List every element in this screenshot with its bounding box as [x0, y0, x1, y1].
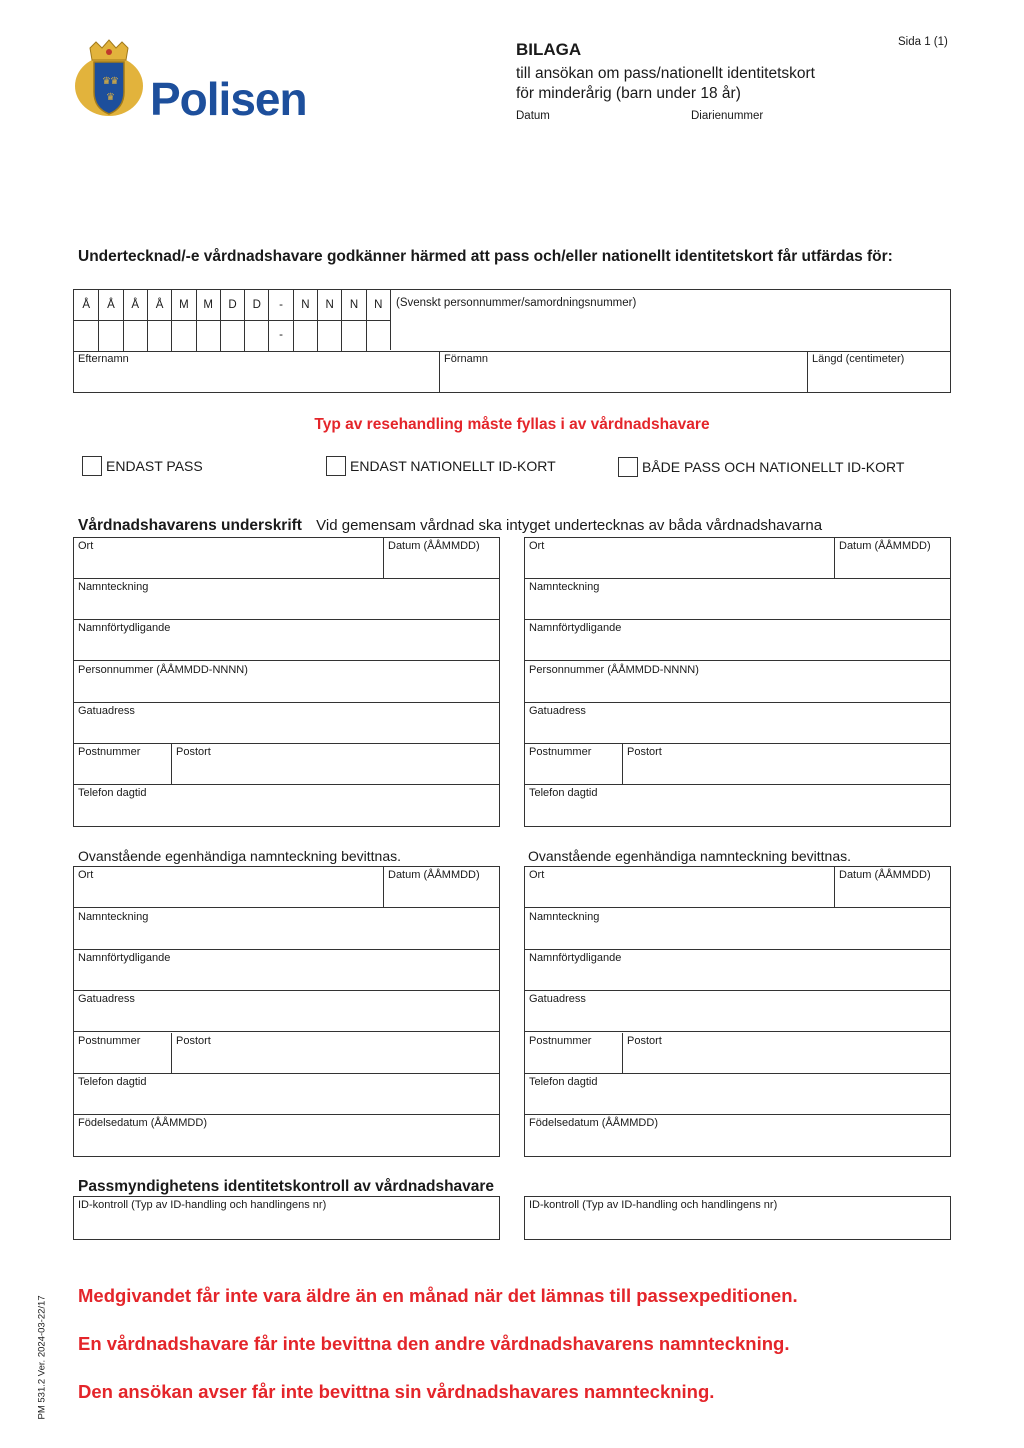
checkbox-box[interactable]	[82, 456, 102, 476]
langd-field[interactable]	[808, 368, 950, 392]
namnteckning-label: Namnteckning	[78, 581, 149, 593]
pnr-input-cell[interactable]	[317, 320, 341, 351]
checkbox-box[interactable]	[326, 456, 346, 476]
pnr-dash-cell: -	[268, 320, 292, 351]
pnr-header-cell: N	[341, 290, 365, 320]
postnummer-label: Postnummer	[78, 1035, 141, 1047]
telefon-label: Telefon dagtid	[78, 1076, 147, 1088]
pnr-header-cell: Å	[123, 290, 147, 320]
postort-label: Postort	[176, 746, 211, 758]
consent-heading: Undertecknad/-e vårdnadshavare godkänner härmed att pass och/eller nationellt identitetskort får utfärdas för:	[78, 248, 893, 265]
pnr-header-cell: N	[366, 290, 390, 320]
pnr-header-cell: D	[244, 290, 268, 320]
fornamn-field[interactable]	[440, 368, 806, 392]
postort-label: Postort	[627, 746, 662, 758]
warning-3: Den ansökan avser får inte bevittna sin vårdnadshavares namnteckning.	[78, 1381, 715, 1402]
guardian-2-signature-box	[524, 537, 951, 827]
pnr-header-cell: N	[293, 290, 317, 320]
postnummer-label: Postnummer	[78, 746, 141, 758]
namnteckning-label: Namnteckning	[529, 581, 600, 593]
gatuadress-label: Gatuadress	[78, 993, 135, 1005]
warning-1: Medgivandet får inte vara äldre än en månad när det lämnas till passexpeditionen.	[78, 1285, 798, 1306]
document-type-warning: Typ av resehandling måste fyllas i av vårdnadshavare	[314, 416, 710, 433]
page-indicator: Sida 1 (1)	[898, 36, 948, 48]
gatuadress-label: Gatuadress	[529, 705, 586, 717]
pnr-input-cell[interactable]	[366, 320, 390, 351]
checkbox-endast-pass[interactable]	[82, 456, 203, 476]
namnfortydligande-label: Namnförtydligande	[529, 952, 622, 964]
pnr-header-cell: -	[268, 290, 292, 320]
guardian-1-signature-box	[73, 537, 500, 827]
checkbox-endast-id-kort[interactable]	[326, 456, 556, 476]
checkbox-label: ENDAST PASS	[106, 458, 203, 474]
id-check-2-box[interactable]	[524, 1196, 951, 1240]
telefon-label: Telefon dagtid	[78, 787, 147, 799]
ort-label: Ort	[78, 869, 94, 881]
datum-label: Datum (ÅÅMMDD)	[388, 869, 480, 881]
postort-label: Postort	[627, 1035, 662, 1047]
pnr-input-cell[interactable]	[171, 320, 195, 351]
telefon-label: Telefon dagtid	[529, 1076, 598, 1088]
pnr-box	[73, 289, 951, 393]
pnr-header-cell: N	[317, 290, 341, 320]
svg-text:♛: ♛	[102, 76, 111, 87]
form-subtitle-2: för minderårig (barn under 18 år)	[516, 85, 741, 102]
datum-label: Datum (ÅÅMMDD)	[839, 869, 931, 881]
pnr-header-cell: Å	[82, 299, 90, 311]
ort-label: Ort	[78, 540, 94, 552]
brand-name: Polisen	[150, 73, 307, 125]
personnummer-label: Personnummer (ÅÅMMDD-NNNN)	[78, 664, 248, 676]
pnr-input-cell[interactable]	[74, 320, 98, 351]
fodelsedatum-label: Födelsedatum (ÅÅMMDD)	[529, 1117, 658, 1129]
fodelsedatum-label: Födelsedatum (ÅÅMMDD)	[78, 1117, 207, 1129]
postort-label: Postort	[176, 1035, 211, 1047]
gatuadress-label: Gatuadress	[78, 705, 135, 717]
id-check-label: ID-kontroll (Typ av ID-handling och handlingens nr)	[529, 1199, 778, 1211]
checkbox-label: ENDAST NATIONELLT ID-KORT	[350, 458, 556, 474]
datum-label: Datum (ÅÅMMDD)	[388, 540, 480, 552]
police-crest-icon	[72, 38, 146, 122]
pnr-input-cell[interactable]	[98, 320, 122, 351]
efternamn-label: Efternamn	[78, 353, 129, 365]
efternamn-field[interactable]	[74, 368, 438, 392]
id-check-1-box[interactable]	[73, 1196, 500, 1240]
pnr-input-cell[interactable]	[123, 320, 147, 351]
fornamn-label: Förnamn	[444, 353, 489, 365]
id-check-heading: Passmyndighetens identitetskontroll av vårdnadshavare	[78, 1178, 495, 1195]
signature-note: Vid gemensam vårdnad ska intyget undertecknas av båda vårdnadshavarna	[316, 517, 823, 534]
pnr-input-cell[interactable]	[244, 320, 268, 351]
witness-2-box	[524, 866, 951, 1157]
checkbox-box[interactable]	[618, 457, 638, 477]
namnteckning-label: Namnteckning	[78, 911, 149, 923]
pnr-input-cell[interactable]	[196, 320, 220, 351]
id-check-label: ID-kontroll (Typ av ID-handling och handlingens nr)	[78, 1199, 327, 1211]
datum-label: Datum	[516, 110, 550, 122]
namnteckning-label: Namnteckning	[529, 911, 600, 923]
pnr-input-cell[interactable]	[293, 320, 317, 351]
witness-1-box	[73, 866, 500, 1157]
witness-2-heading: Ovanstående egenhändiga namnteckning bevittnas.	[528, 848, 852, 864]
form-version: PM 531.2 Ver. 2024-03-22/17	[36, 1295, 48, 1420]
svg-text:♛: ♛	[106, 92, 115, 103]
pnr-header-cell: Å	[147, 290, 171, 320]
checkbox-bade-pass-id-kort[interactable]	[618, 457, 904, 477]
ort-label: Ort	[529, 869, 545, 881]
namnfortydligande-label: Namnförtydligande	[78, 952, 171, 964]
pnr-label: (Svenskt personnummer/samordningsnummer)	[396, 297, 637, 309]
signature-heading-row	[78, 517, 822, 535]
langd-label: Längd (centimeter)	[812, 353, 905, 365]
diarienummer-label: Diarienummer	[691, 110, 764, 122]
pnr-input-cell[interactable]	[147, 320, 171, 351]
warning-2: En vårdnadshavare får inte bevittna den andre vårdnadshavarens namnteckning.	[78, 1333, 790, 1354]
postnummer-label: Postnummer	[529, 1035, 592, 1047]
witness-1-heading: Ovanstående egenhändiga namnteckning bevittnas.	[78, 848, 402, 864]
namnfortydligande-label: Namnförtydligande	[78, 622, 171, 634]
gatuadress-label: Gatuadress	[529, 993, 586, 1005]
telefon-label: Telefon dagtid	[529, 787, 598, 799]
form-title: BILAGA	[516, 40, 582, 59]
pnr-header-cell: Å	[98, 290, 122, 320]
ort-label: Ort	[529, 540, 545, 552]
signature-heading: Vårdnadshavarens underskrift	[78, 517, 302, 534]
pnr-header-cell: M	[171, 290, 195, 320]
datum-label: Datum (ÅÅMMDD)	[839, 540, 931, 552]
pnr-header-cell: M	[196, 290, 220, 320]
postnummer-label: Postnummer	[529, 746, 592, 758]
pnr-input-cell[interactable]	[220, 320, 244, 351]
personnummer-label: Personnummer (ÅÅMMDD-NNNN)	[529, 664, 699, 676]
pnr-input-cell[interactable]	[341, 320, 365, 351]
form-subtitle-1: till ansökan om pass/nationellt identitetskort	[516, 65, 815, 82]
checkbox-label: BÅDE PASS OCH NATIONELLT ID-KORT	[642, 459, 905, 475]
svg-text:♛: ♛	[110, 76, 119, 87]
namnfortydligande-label: Namnförtydligande	[529, 622, 622, 634]
pnr-header-cell: D	[220, 290, 244, 320]
